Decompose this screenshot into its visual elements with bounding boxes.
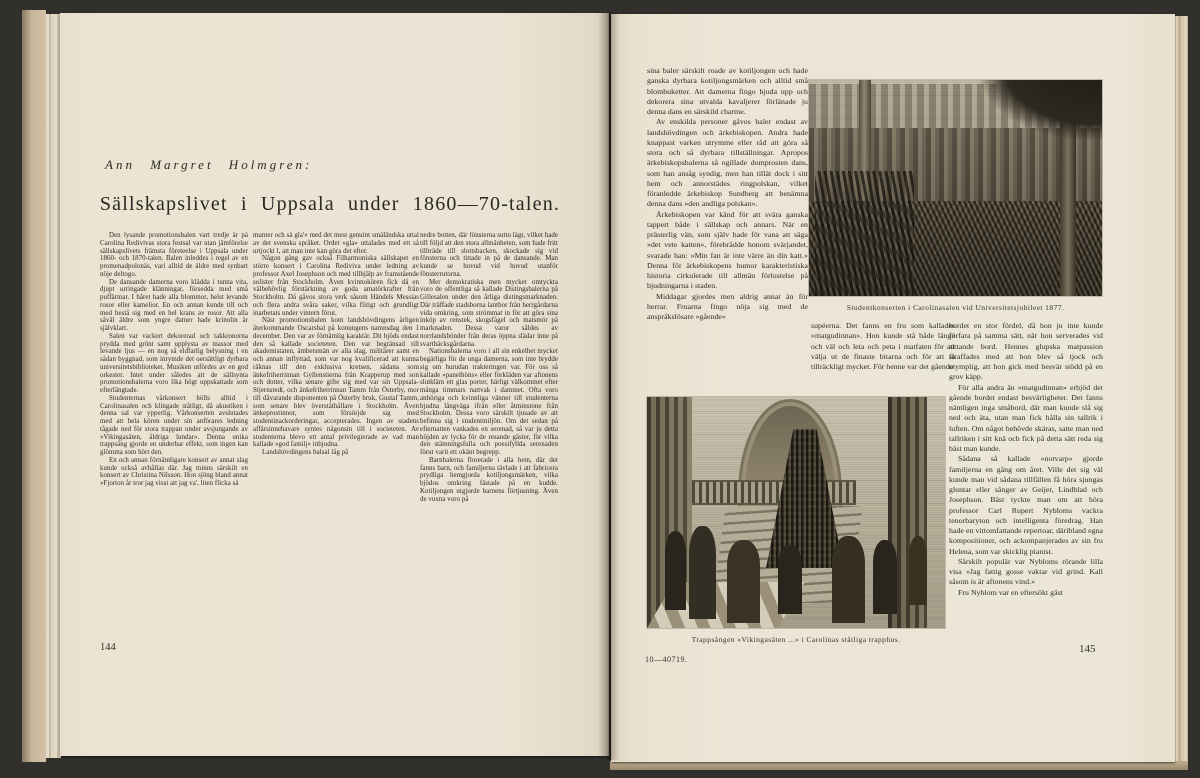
paragraph: Ärkebiskopen var känd för att svära ganska tappert både i sällskap och annars. När en prästerlig vän, som själv hade för vana att säga »det vete katten», förebrådde honom svärjandet, svarade han: »Min fan är inte värre än din katt.» Denna för ärkebiskopens humor karakteristiska historia cirkulerade till allmän förlustelse på bjudningarna i staden. bbox=[647, 209, 808, 291]
paragraph: Sådana så kallade »notvarp» gjorde familjerna en gång om året. Ville det sig väl kunde man vid sådana tillfällen få höra sjungas gluntar eller sånger av Geijer, Lindblad och Josephson. Bäst tyckte man om att höra professor Carl Rupert Nybloms vackra tenorbaryton och intelligenta föredrag. Han hade en vittomfattande repertoar, däribland egna kompositioner, och ackompanjerades av sin fru Helena, som var skicklig pianist. bbox=[949, 454, 1103, 556]
book-cover-edge-left bbox=[22, 10, 46, 762]
stacked-page-edges-right bbox=[1175, 16, 1188, 766]
illustration-staircase bbox=[647, 397, 945, 628]
left-page-column-3 bbox=[420, 232, 558, 656]
engraving-figure bbox=[727, 540, 760, 623]
paragraph: Landshövdingens balsal låg på bbox=[262, 449, 349, 456]
illustration-caption-top: Studentkonserten i Carolinasalen vid Universitetsjubileet 1877. bbox=[846, 303, 1065, 312]
engraving-figure bbox=[832, 536, 865, 624]
right-page-column-2 bbox=[811, 321, 955, 391]
page-number-145: 145 bbox=[1079, 643, 1096, 655]
paragraph: Salen var vackert dekorerad och takkronorna prydda med grönt samt upplysta av massor med levande ljus — en nog så eldfarlig belysning i en sådan byggnad, som inrymde det oersättligt dyrbara universitetsbiblioteket. Musiken utfördes av en god orkester. Intet under således att de sällsynta promotionsbalerna voro lika högt uppskattade som efterlängtade. bbox=[100, 332, 248, 394]
paragraph: De dansande damerna voro klädda i tunna vita, djupt urringade klänningar, försedda med små puffärmar. I håret hade alla blommor, helst levande rosor eller kamelior. En och annan kunde till och med bestå sig med en hel krans av rosor. Att alla såväl äldre som yngre damer hade krinolin är självklart. bbox=[100, 278, 248, 332]
engraving-layer bbox=[692, 480, 856, 505]
paragraph: Av enskilda personer gåvos baler endast av landshövdingen och ärkebiskopen. Andra hade knappast varken utrymme eller råd att göra så stora och så dyrbara tillställningar. Apropos ärkebiskopsbalerna så ogillade domprosten dans, som han ansåg syndig, men han tillät dock i sitt hem och annorstädes ringpolskan, vilket föranledde ärkebiskop Sundberg att benämna denna dans »den andliga polskan». bbox=[647, 117, 808, 209]
printers-mark: 10—40719. bbox=[645, 655, 688, 664]
paragraph: Fru Nyblom var en eftersökt gäst bbox=[958, 587, 1063, 597]
engraving-figure bbox=[909, 536, 927, 605]
illustration-caption-bottom: Trappsången »Vikingasäten ...» i Carolinas ståtliga trapphus. bbox=[691, 635, 901, 644]
paragraph: bordet en stor fördel, då hon ju inte kunde förfara på samma sätt, när hon serverades vid sittande bord. Hennes glupska matpassion straffades med att hon blev så tjock och otymplig, att hon gick med besvär stödd på en grov käpp. bbox=[949, 321, 1103, 382]
paragraph: Någon gång gav också Filharmoniska sällskapet en större konsert i Carolina Rediviva under ledning av professor Axel Josephson och med tillhjälp av framstående solister från Stockholm. Även kvinnokören fick då en välbehövlig förstärkning av goda amatörkrafter från Stockholm. Då gåvos stora verk såsom Händels Messias och flera andra svåra saker, vilka flitigt och grundligt inarbetats under vintern förut. bbox=[253, 255, 419, 317]
engraving-layer bbox=[815, 171, 915, 296]
paragraph: För alla andra än »matgudinnan» erbjöd det gående bordet endast besvärligheter. Det fanns nämligen inga småbord, där man kunde slå sig ned och äta, utan man fick hålla sin tallrik i luften. Om något behövde skäras, satte man ned tallriken i sitt knä och fick på detta sätt reda sig bäst man kunde. bbox=[949, 382, 1103, 453]
paragraph: munter och så gla'» med det mest genuint småländska uttal av det svenska språket. Ordet »gla» uttalades med ett så urtjockt l, att man inte kan göra det efter. bbox=[253, 232, 419, 255]
engraving-figure bbox=[873, 540, 897, 614]
page-number-144: 144 bbox=[100, 642, 116, 653]
book-cover-edge-bottom bbox=[610, 761, 1188, 770]
left-page-column-1 bbox=[100, 232, 248, 656]
author-line: Ann Margret Holmgren: bbox=[105, 157, 313, 172]
engraving-figure bbox=[689, 526, 716, 618]
paragraph: Särskilt populär var Nybloms rörande lilla visa »Jag fattig gosse vaktar vid grind. Kall såsom is är aftonens vind.» bbox=[949, 556, 1103, 587]
paragraph: Mer demokratiska men mycket omtyckta voro de offentliga så kallade Distingsbalerna på Gillesalen under den årliga distingsmarknaden. Där träffade stadsborna lantbor från herrgårdarna vida omkring, som strömmat in för att göra sina inköp av renstek, skogsfågel och matsmör på marknaden. Dessa varor såldes av norrlandsbönder från deras öppna slädar inne på svartbäcksgårdarna. bbox=[420, 278, 558, 348]
right-page bbox=[611, 14, 1175, 762]
illustration-student-concert bbox=[809, 80, 1102, 296]
paragraph: Studenternas vårkonsert hölls alltid i Carolinasalen och klingade ståtligt, då akustiken i denna sal var ypperlig. Vårkonserten avslutades med att hela kören under sin anförares ledning tågade ned för stora trappan under avsjungande av »Vikingasäten, åldriga lundar». Denna unika trappsång gjorde en underbar effekt, som ingen kan glömma som hört den. bbox=[100, 394, 248, 456]
article-title: Sällskapslivet i Uppsala under 1860—70-talen. bbox=[99, 193, 561, 215]
left-page-column-2 bbox=[253, 232, 419, 656]
left-page bbox=[60, 13, 609, 756]
paragraph: Näst promotionsbalen kom landshövdingens årligen återkommande Oscarsbal på konungens namnsdag den 1 december. Den var av förnämlig karaktär. Dit bjöds endast den så kallade societeten. Den var begränsad till akademistaten, ämbetsmän av alla slag, militärer samt en och annan inflyttad, som var nog kvalificerad att kunna räknas till den exklusiva kretsen, sådana som änkefriherrinnan Gyllenstierna från Krapperup med son och dotter, vilka senare gifte sig med var sin Uppsala-Stjernstedt, och änkefriherrinnan Tamm från Österby, mor till dåvarande disponenten på Österby bruk, Gustaf Tamm, som senare blev överståthållare i Stockholm. Även änkeprostinnor, som försörjde sig med studentinackorderingar, accepterades. Ingen av stadens affärsinnehavare syntes någonsin till i societeten. Av studenterna blevo ett antal privilegierade av vad man kallade »god familj» inbjudna. bbox=[253, 317, 419, 449]
paragraph: En och annan förnämligare konsert av annat slag kunde också avhållas där. Jag minns särskilt en konsert av Christina Nilsson. Hon sjöng bland annat »Fjorton år tror jag visst att jag va', liten flicka så bbox=[100, 456, 248, 487]
paragraph: Barnbalerna florerade i alla hem, där det fanns barn, och familjerna tävlade i att fabricera prydliga hemgjorda kotiljongsmärken, vilka bjödos omkring fästade på en kudde. Kotiljongen utgjorde barnens förtjusning. Även de vuxna voro på bbox=[420, 456, 558, 503]
paragraph: supéerna. Det fanns en fru som kallades »matgudinnan». Hon kunde stå både länge och väl och leta och peta i matfaten för att välja ut de finaste bitarna och för att få tillräckligt mycket. För henne var det gående bbox=[811, 321, 955, 371]
engraving-figure bbox=[665, 531, 686, 610]
paragraph: nedre botten, där fönsterna sutto lågt, vilket hade till följd att den stora allmänheten, som hade fritt tillträde till slottsbacken, skockade sig vid fönsterna och tittade in på de dansande. Man kunde se huvud vid huvud utanför fönsterrutorna. bbox=[420, 232, 558, 278]
engraving-layer bbox=[979, 80, 1102, 140]
paragraph: Nationsbalerna voro i all sin enkelhet mycket begärliga för de unga damerna, som inte brydde sig om hurudan trakteringen var. För oss så kallade »panelhöns» eller förkläden var aftonens slutkläm ett glas porter, härligt välkommet efter många timmars nattvak i dammet. Ofta voro anhöriga och kvinnliga vänner till studenterna bjudna långväga ifrån eller åtminstone från Stockholm. Dessa voro särskilt tjusade av att befinna sig i studentmiljön. Om det sedan på efternatten vankades en serenad, så var ju detta höjden av lycka för de resande gäster, för vilka den stämningsfulla och poesifyllda serenaden förut varit ett okänt begrepp. bbox=[420, 348, 558, 456]
right-page-column-1 bbox=[647, 66, 808, 396]
book-gutter-shadow bbox=[598, 12, 620, 760]
right-page-column-3 bbox=[949, 321, 1103, 655]
paragraph: sina baler särskilt roade av kotiljongen och hade ganska dyrbara kotiljongsmärken och alltid små blombuketter. Att damerna fingo bjuda upp och dekorera sina utvalda kavaljerer förlänade ju denna dans en särskild charme. bbox=[647, 66, 808, 116]
stacked-page-edges-left bbox=[46, 14, 61, 758]
paragraph: Middagar gjordes men aldrig annat än för herrar. Fruarna fingo nöja sig med de anspråkslösare »gående» bbox=[647, 291, 808, 321]
paragraph: Den lysande promotionsbalen vart tredje år på Carolina Redivivas stora festsal var utan jämförelse sällskapslivets främsta företeelse i Uppsala under 1860- och 1870-talen. Balen inleddes i regel av en promenadpolonäs, vari alltid de äldre med synbart nöje deltogo. bbox=[100, 232, 248, 278]
engraving-figure bbox=[778, 545, 802, 614]
